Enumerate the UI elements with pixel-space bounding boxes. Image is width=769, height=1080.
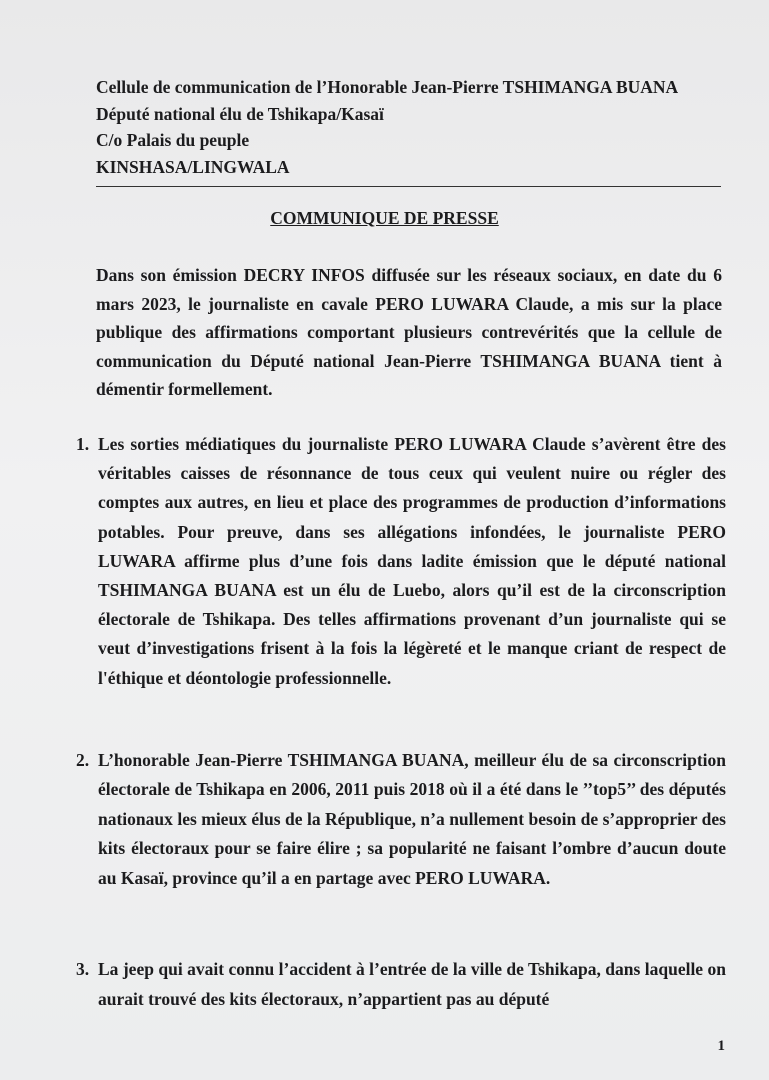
list-item-text: La jeep qui avait connu l’accident à l’entrée de la ville de Tshikapa, dans laquelle on aurait trouvé des kits électoraux, n’appartient pas au député bbox=[98, 959, 726, 1009]
list-item bbox=[76, 746, 726, 893]
list-item-number: 1. bbox=[76, 434, 90, 454]
intro-paragraph: Dans son émission DECRY INFOS diffusée sur les réseaux sociaux, en date du 6 mars 2023, le journaliste en cavale PERO LUWARA Claude, a mis sur la place publique des affirmations comportant plusieurs contrevérités que la cellule de communication du Député national Jean-Pierre TSHIMANGA BUANA tient à démentir formellement. bbox=[96, 265, 722, 400]
letterhead-line-city: KINSHASA/LINGWALA bbox=[96, 156, 290, 177]
list-item bbox=[76, 954, 726, 1014]
header-divider bbox=[96, 186, 721, 187]
document-title: COMMUNIQUE DE PRESSE bbox=[270, 208, 499, 228]
list-item-number: 3. bbox=[76, 959, 90, 979]
page-number: 1 bbox=[717, 1038, 725, 1054]
list-item bbox=[76, 430, 726, 693]
letterhead-line-deputy: Député national élu de Tshikapa/Kasaï bbox=[96, 103, 384, 124]
list-item-number: 2. bbox=[76, 750, 90, 770]
letterhead-line-address: C/o Palais du peuple bbox=[96, 130, 250, 150]
letterhead-line-office: Cellule de communication de l’Honorable Jean-Pierre TSHIMANGA BUANA bbox=[96, 77, 679, 97]
letterhead bbox=[96, 74, 726, 180]
list-item-text: Les sorties médiatiques du journaliste PERO LUWARA Claude s’avèrent être des véritables caisses de résonnance de tous ceux qui veulent nuire ou régler des comptes aux autres, en lieu et place des programmes de production d’informations potables. Pour preuve, dans ses allégations infondées, le journaliste PERO LUWARA affirme plus d’une fois dans ladite émission que le député national TSHIMANGA BUANA est un élu de Luebo, alors qu’il est de la circonscription électorale de Tshikapa. Des telles affirmations provenant d’un journaliste qui se veut d’investigations frisent à la fois la légèreté et le manque criant de respect de l'éthique et déontologie professionnelle. bbox=[98, 434, 726, 688]
list-item-text: L’honorable Jean-Pierre TSHIMANGA BUANA, meilleur élu de sa circonscription électorale de Tshikapa en 2006, 2011 puis 2018 où il a été dans le ’’top5’’ des députés nationaux les mieux élus de la République, n’a nullement besoin de s’approprier des kits électoraux pour se faire élire ; sa popularité ne faisant l’ombre d’aucun doute au Kasaï, province qu’il a en partage avec PERO LUWARA. bbox=[98, 750, 726, 888]
